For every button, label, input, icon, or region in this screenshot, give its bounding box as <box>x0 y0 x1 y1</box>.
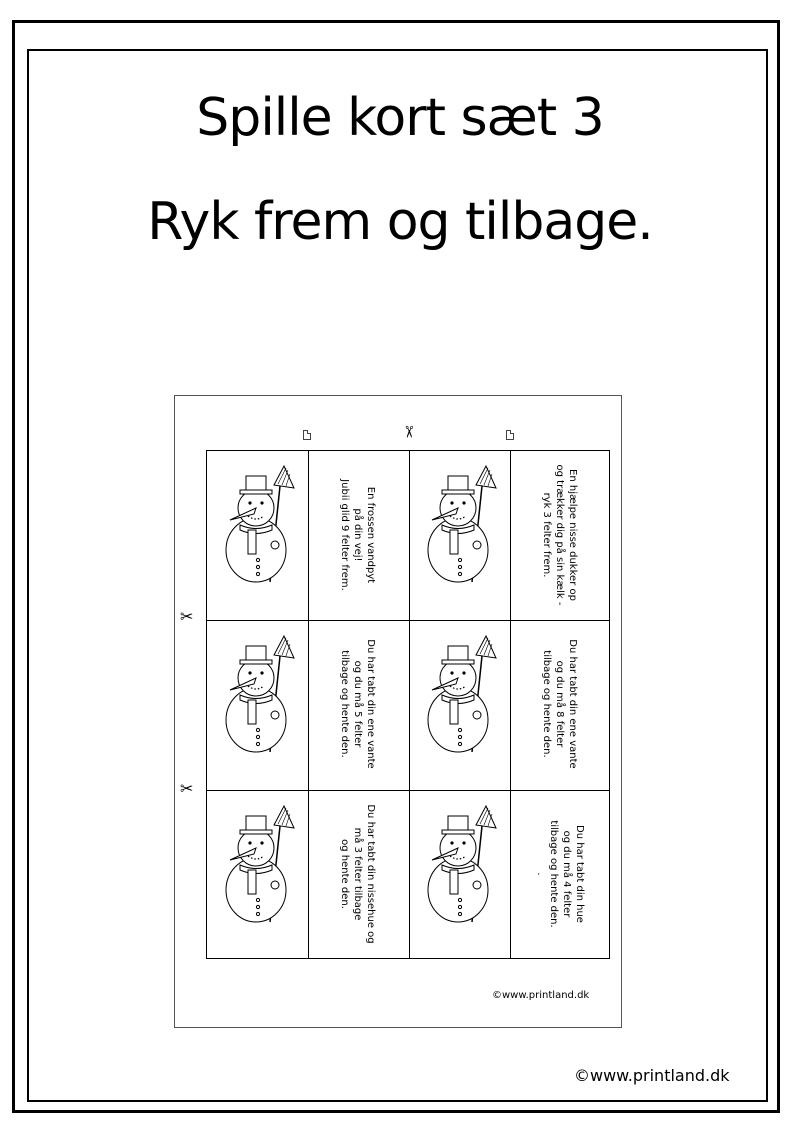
card-text: En hjælpe nisse dukker op og trækker dig på sin kælk - ryk 3 felter frem. <box>541 464 579 606</box>
card-text: Du har tabt din ene vante og du må 8 felter tilbage og hente den. <box>541 639 579 769</box>
scissors-icon: ✂ <box>180 607 194 626</box>
card-text: En frossen vandpyt på din vej! Jubii glid 9 felter frem. <box>339 479 377 591</box>
scissors-icon: ✂ <box>399 425 419 439</box>
card-text: Du har tabt din hue og du må 4 felter tilbage og hente den. . <box>535 820 585 928</box>
page-icon <box>303 430 311 440</box>
scissors-icon: ✂ <box>180 779 194 798</box>
page-copyright: ©www.printland.dk <box>574 1066 730 1085</box>
page-icon <box>506 430 514 440</box>
card-text: Du har tabt din nissehue og må 3 felter tilbage og hente den. <box>339 804 377 944</box>
page-subtitle: Ryk frem og tilbage. <box>147 192 653 252</box>
page-title: Spille kort sæt 3 <box>196 88 604 148</box>
sheet-copyright: ©www.printland.dk <box>492 990 590 1001</box>
card-text: Du har tabt din ene vante og du må 5 felter tilbage og hente den. <box>339 639 377 769</box>
